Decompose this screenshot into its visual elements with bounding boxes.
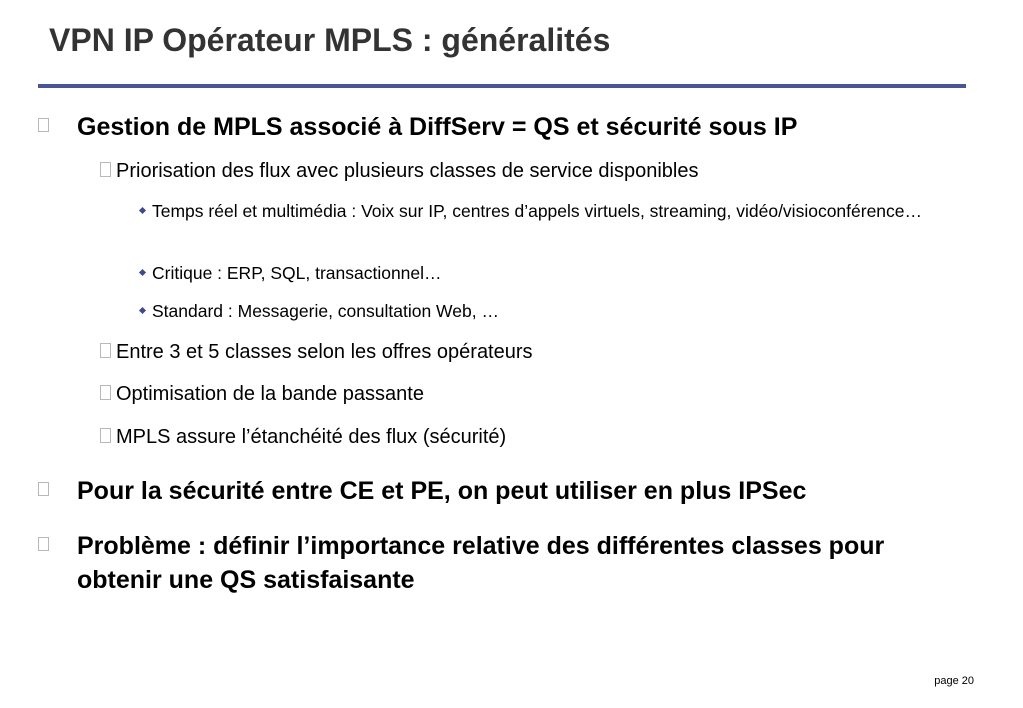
- bullet-text: Problème : définir l’importance relative des différentes classes pour obtenir une QS satisfaisante: [77, 532, 885, 594]
- sub-sub-bullet-text: Temps réel et multimédia : Voix sur IP, centres d’appels virtuels, streaming, vidéo/visioconférence…: [152, 201, 923, 221]
- bullet-box-icon: [100, 343, 111, 358]
- diamond-bullet-icon: [139, 269, 146, 276]
- diamond-bullet-icon: [139, 307, 146, 314]
- bullet-box-icon: [100, 162, 111, 177]
- bullet-text: Pour la sécurité entre CE et PE, on peut utiliser en plus IPSec: [77, 477, 807, 505]
- sub-bullet-text: Optimisation de la bande passante: [116, 383, 424, 405]
- sub-sub-bullet-text: Critique : ERP, SQL, transactionnel…: [152, 263, 442, 283]
- page-number: page 20: [934, 675, 974, 687]
- sub-bullet-priorisation: [100, 158, 960, 184]
- diamond-bullet-icon: [139, 207, 146, 214]
- sub-sub-bullet-text: Standard : Messagerie, consultation Web, …: [152, 301, 499, 321]
- sub-bullet-text: MPLS assure l’étanchéité des flux (sécurité): [116, 426, 507, 448]
- sub-bullet-text: Entre 3 et 5 classes selon les offres opérateurs: [116, 341, 533, 363]
- bullet-box-icon: [38, 537, 49, 551]
- bullet-probleme-qs: [38, 529, 948, 597]
- sub-sub-bullet-standard: [137, 299, 965, 324]
- sub-bullet-classes: [100, 339, 960, 365]
- sub-sub-bullet-temps-reel: [137, 199, 965, 224]
- sub-bullet-bande-passante: [100, 381, 960, 407]
- bullet-mpls-diffserv: [38, 110, 948, 144]
- bullet-securite-ipsec: [38, 474, 948, 508]
- bullet-box-icon: [38, 482, 49, 496]
- slide-title: VPN IP Opérateur MPLS : généralités: [49, 22, 611, 58]
- sub-bullet-text: Priorisation des flux avec plusieurs classes de service disponibles: [116, 160, 699, 182]
- sub-bullet-etancheite: [100, 424, 960, 450]
- sub-sub-bullet-critique: [137, 261, 965, 286]
- bullet-box-icon: [38, 118, 49, 132]
- bullet-box-icon: [100, 385, 111, 400]
- bullet-box-icon: [100, 428, 111, 443]
- bullet-text: Gestion de MPLS associé à DiffServ = QS et sécurité sous IP: [77, 113, 798, 141]
